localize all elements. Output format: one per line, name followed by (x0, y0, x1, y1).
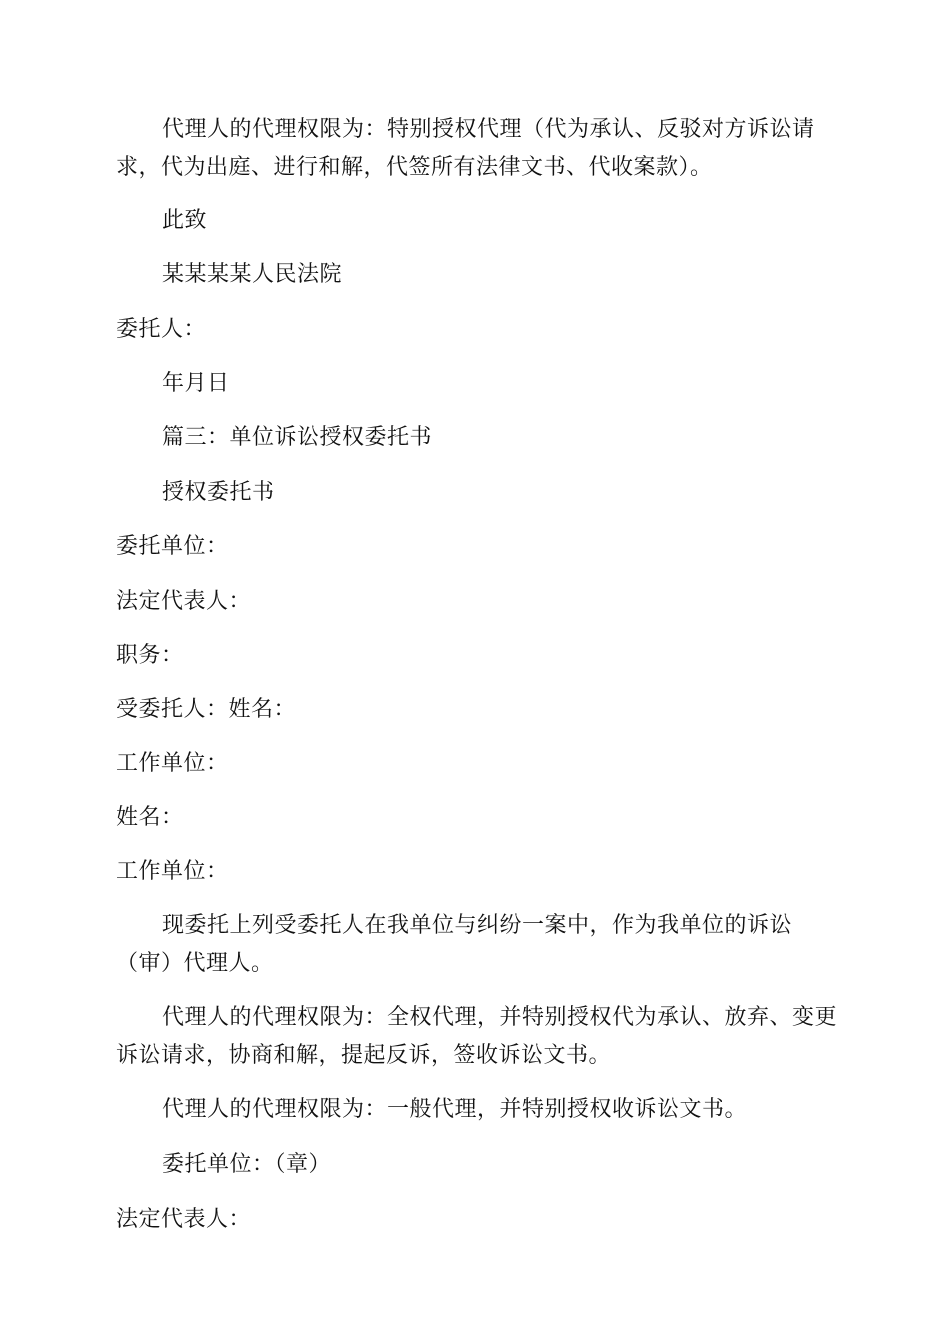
entrust-paragraph-line-1: 现委托上列受委托人在我单位与纠纷一案中，作为我单位的诉讼 (162, 913, 793, 938)
document-title: 授权委托书 (162, 480, 275, 505)
agent-name-label: 受委托人：姓名： (116, 697, 297, 722)
legal-representative-label: 法定代表人： (116, 589, 252, 614)
entrusting-unit-seal-label: 委托单位：（章） (162, 1152, 332, 1177)
salutation: 此致 (162, 208, 208, 233)
full-authority-paragraph-line-2: 诉讼请求，协商和解，提起反诉，签收诉讼文书。 (116, 1043, 612, 1068)
section-heading: 篇三：单位诉讼授权委托书 (162, 425, 433, 450)
authority-paragraph-line-2: 求，代为出庭、进行和解，代签所有法律文书、代收案款）。 (116, 155, 713, 180)
date-label: 年月日 (162, 371, 230, 396)
work-unit-label: 工作单位： (116, 751, 229, 776)
general-authority-paragraph: 代理人的代理权限为：一般代理，并特别授权收诉讼文书。 (162, 1097, 748, 1122)
full-authority-paragraph-line-1: 代理人的代理权限为：全权代理，并特别授权代为承认、放弃、变更 (162, 1005, 838, 1030)
legal-representative-label-2: 法定代表人： (116, 1207, 252, 1232)
name-label: 姓名： (116, 805, 184, 830)
court-name: 某某某某人民法院 (162, 262, 343, 287)
authority-paragraph-line-1: 代理人的代理权限为：特别授权代理（代为承认、反驳对方诉讼请 (162, 117, 815, 142)
work-unit-label-2: 工作单位： (116, 859, 229, 884)
entrusting-unit-label: 委托单位： (116, 534, 229, 559)
principal-label: 委托人： (116, 317, 207, 342)
position-label: 职务： (116, 643, 184, 668)
entrust-paragraph-line-2: （审）代理人。 (116, 951, 274, 976)
